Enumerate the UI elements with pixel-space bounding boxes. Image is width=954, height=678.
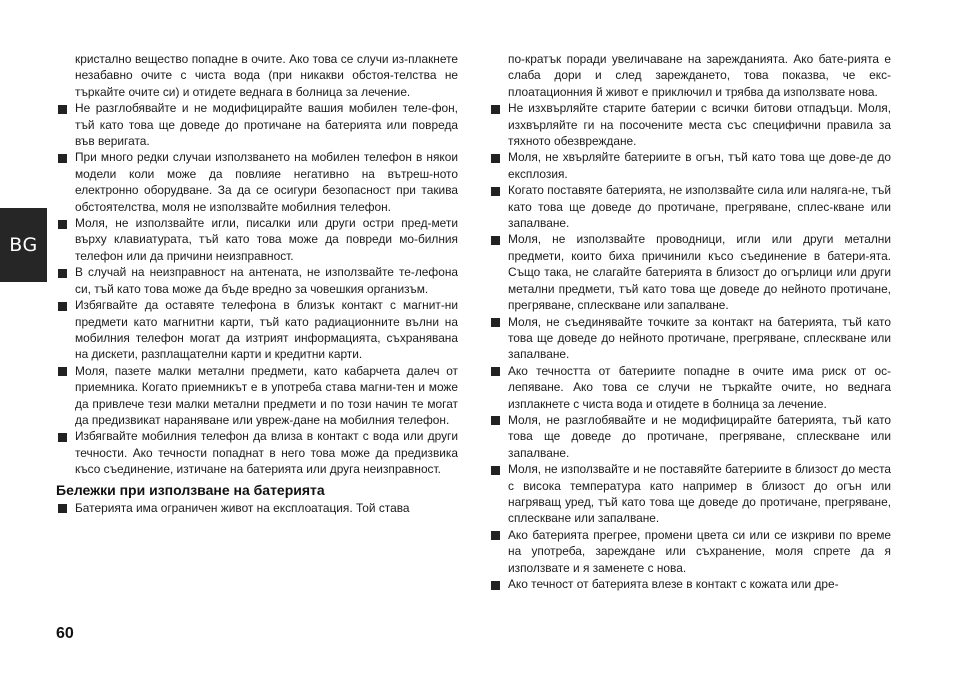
list-item: Моля, пазете малки метални предмети, като кабарчета далеч от приемника. Когато приемникът е в употреба става магни-тен и може да привлече тези малки метални предмети и по този начин те могат да предизвикат нараняване или увреж-дане на мобилния телефон. [56, 363, 458, 429]
list-item: Когато поставяте батерията, не използвайте сила или наляга-не, тъй като това ще доведе до протичане, прегряване, сплес-кване или запалване. [489, 182, 891, 231]
square-bullet-icon [491, 105, 500, 114]
square-bullet-icon [491, 318, 500, 327]
square-bullet-icon [491, 187, 500, 196]
page-number: 60 [56, 625, 74, 642]
square-bullet-icon [491, 367, 500, 376]
list-item: В случай на неизправност на антената, не използвайте те-лефона си, тъй като това може да бъде вредно за човешкия организъм. [56, 264, 458, 297]
square-bullet-icon [58, 504, 67, 513]
square-bullet-icon [491, 466, 500, 475]
square-bullet-icon [491, 531, 500, 540]
list-item: Моля, не съединявайте точките за контакт на батерията, тъй като това ще доведе до нейното протичане, прегряване, сплескване или запалване. [489, 314, 891, 363]
list-item: Моля, не хвърляйте батериите в огън, тъй като това ще дове-де до експлозия. [489, 149, 891, 182]
list-item: При много редки случаи използването на мобилен телефон в някои модели коли може да повлияе негативно на вътреш-ното електронно оборудване. За да се осигури безопасност при такива обстоятелства, моля не използвайте мобилния телефон. [56, 149, 458, 215]
list-item: Избягвайте мобилния телефон да влиза в контакт с вода или други течности. Ако течности попаднат в него това може да предизвика късо съединение, изтичане на батерията или друга неизправност. [56, 428, 458, 477]
list-item: Не изхвърляйте старите батерии с всички битови отпадъци. Моля, изхвърляйте ги на посочените места със специфични правила за тяхното обезвреждане. [489, 100, 891, 149]
section-heading: Бележки при използване на батерията [56, 481, 325, 498]
list-item: Моля, не разглобявайте и не модифицирайте батерията, тъй като това ще доведе до протичане, прегряване, сплескване или запалване. [489, 412, 891, 461]
left-intro-text: кристално вещество попадне в очите. Ако това се случи из-плакнете незабавно очите с чиста вода (при никакви обстоя-телства не търкайте очите си) и отидете веднага в болница за лечение. [75, 52, 458, 99]
square-bullet-icon [58, 220, 67, 229]
square-bullet-icon [58, 269, 67, 278]
list-item: Ако течността от батериите попадне в очите има риск от ос-лепяване. Ако това се случи не търкайте очите, но веднага изплакнете с чиста вода и отидете в болница за лечение. [489, 363, 891, 412]
list-item: Моля, не използвайте игли, писалки или други остри пред-мети върху клавиатурата, тъй като това може да повреди мо-билния телефон или да причини неизправност. [56, 215, 458, 264]
square-bullet-icon [491, 154, 500, 163]
language-tab: BG [0, 208, 47, 282]
list-item: Моля, не използвайте проводници, игли или други метални предмети, които биха причинили късо съединение в батери-ята. Също така, не слагайте батерията в близост до огърлици или други метални предмети, тъй като това ще доведе до нейното протичане, прегряване, сплескване или запалване. [489, 231, 891, 313]
right-column [489, 51, 891, 592]
square-bullet-icon [491, 236, 500, 245]
square-bullet-icon [58, 302, 67, 311]
list-item: Не разглобявайте и не модифицирайте вашия мобилен теле-фон, тъй като това ще доведе до протичане на батерията или повреда във веригата. [56, 100, 458, 149]
square-bullet-icon [58, 367, 67, 376]
square-bullet-icon [58, 433, 67, 442]
square-bullet-icon [58, 154, 67, 163]
list-item: Батерията има ограничен живот на експлоатация. Той става [56, 500, 458, 516]
square-bullet-icon [491, 416, 500, 425]
list-item: Избягвайте да оставяте телефона в близък контакт с магнит-ни предмети като магнитни карти, тъй като радиационните вълни на мобилния телефон могат да изтрият информацията, съхранявана на дискети, разплащателни карти и кредитни карти. [56, 297, 458, 363]
list-item: Ако течност от батерията влезе в контакт с кожата или дре- [489, 576, 891, 592]
right-intro-text: по-кратък поради увеличаване на зарежданията. Ако бате-рията е слаба дори и след зареждането, това показва, че екс-плоатационния й живот е приключил и трябва да използвате нова. [508, 52, 891, 99]
square-bullet-icon [58, 105, 67, 114]
left-column [56, 51, 458, 516]
list-item: Моля, не използвайте и не поставяйте батериите в близост до места с висока температура като например в близост до огън или нагряващ уред, тъй като това ще доведе до протичане, прегряване, сплескване или запалване. [489, 461, 891, 527]
square-bullet-icon [491, 581, 500, 590]
list-item: Ако батерията прегрее, промени цвета си или се изкриви по време на употреба, зареждане или съхранение, моля спрете да я използвате и я заменете с нова. [489, 527, 891, 576]
